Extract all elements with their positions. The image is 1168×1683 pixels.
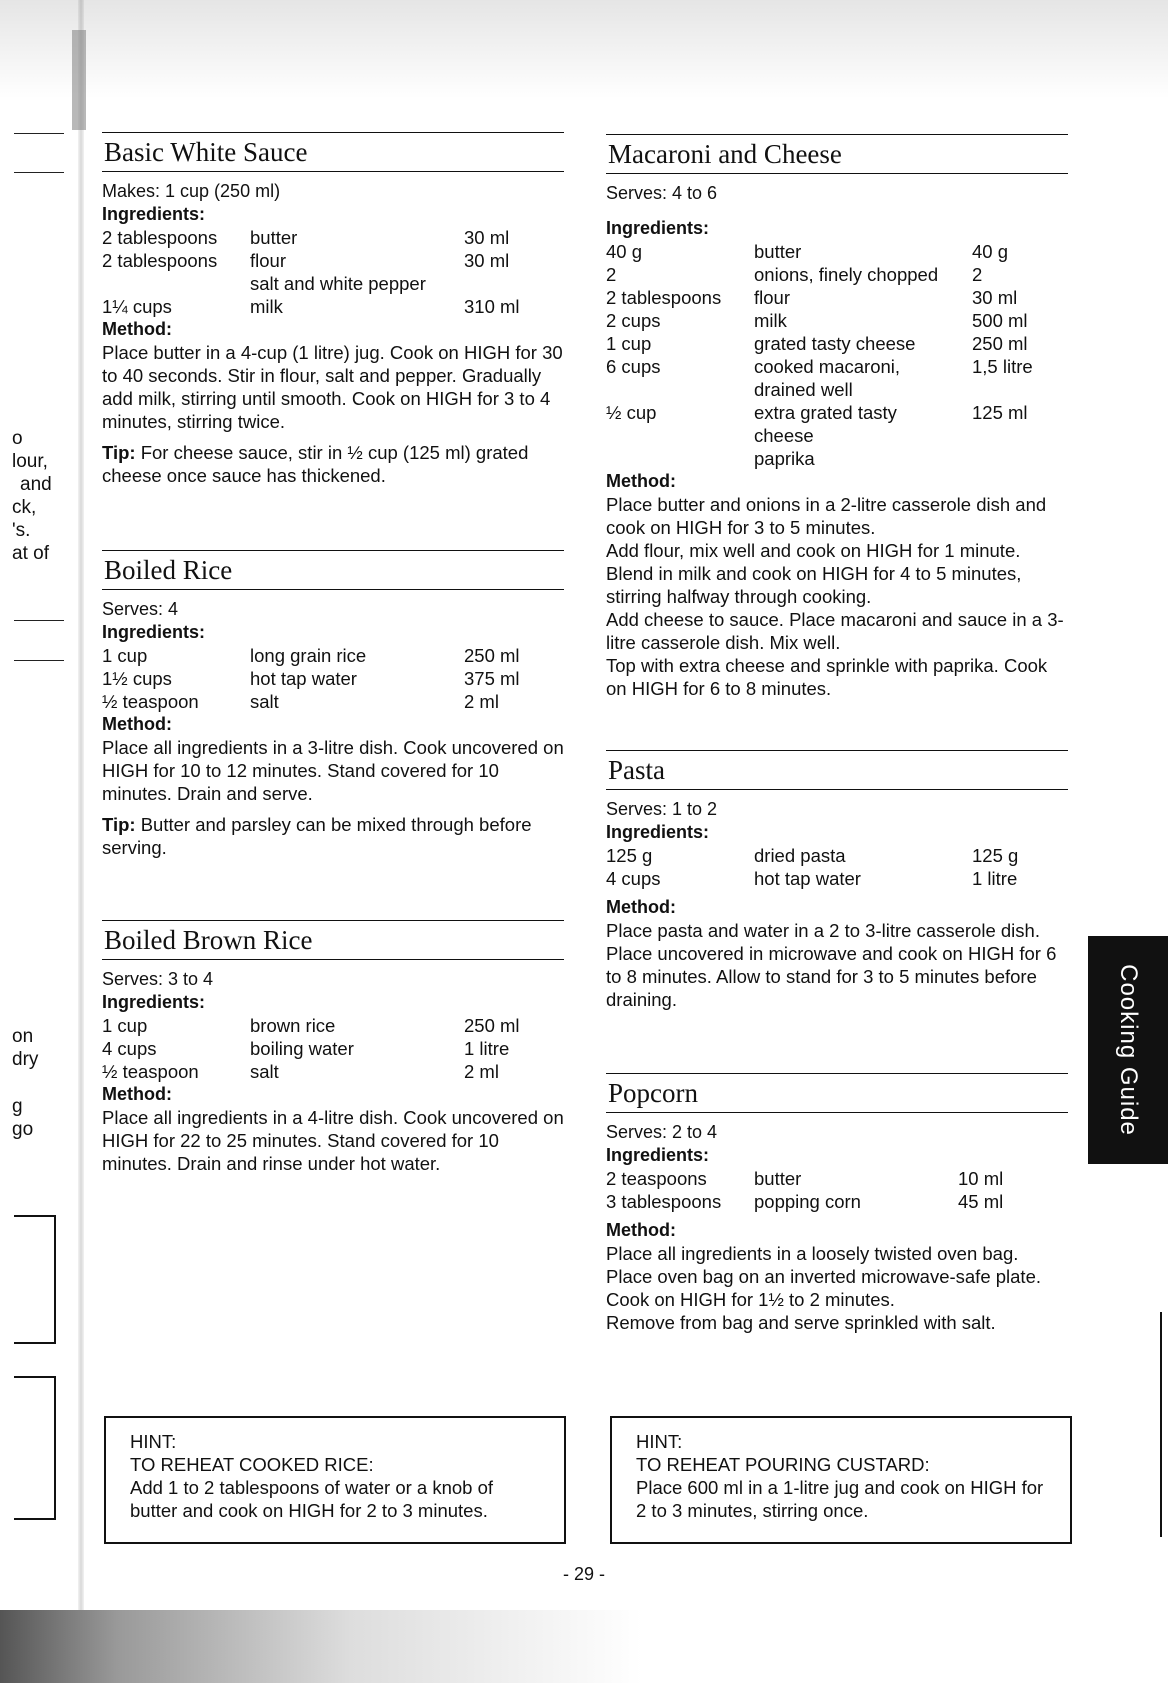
ingredient-row — [102, 1037, 564, 1060]
ingredient-metric: 310 ml — [464, 296, 520, 317]
ingredients-label: Ingredients: — [606, 822, 710, 842]
ingredient-metric: 250 ml — [464, 1015, 520, 1036]
ingredient-name: popping corn — [754, 1191, 861, 1212]
method-text: Place all ingredients in a loosely twisted oven bag. — [606, 1243, 1019, 1264]
margin-fragment: at of — [12, 543, 49, 564]
ingredient-metric: 2 — [972, 264, 983, 285]
section-tab — [1088, 936, 1168, 1164]
ingredient-name: milk — [250, 296, 283, 317]
ingredients-label: Ingredients: — [102, 992, 206, 1012]
ingredient-qty: 1 cup — [102, 1015, 148, 1036]
recipe-title: Basic White Sauce — [102, 133, 564, 172]
ingredient-qty: 2 tablespoons — [102, 250, 218, 271]
ingredient-name: butter — [754, 241, 802, 262]
ingredients-list — [606, 240, 1068, 470]
method-label: Method: — [102, 319, 172, 339]
ingredient-row — [606, 263, 1068, 286]
ingredient-qty: 2 cups — [606, 310, 661, 331]
ingredient-name: long grain rice — [250, 645, 367, 666]
ingredient-qty: 3 tablespoons — [606, 1191, 722, 1212]
ingredient-metric: 375 ml — [464, 668, 520, 689]
ingredient-qty: 1½ cups — [102, 668, 172, 689]
recipe-yield: Makes: 1 cup (250 ml) — [102, 181, 281, 201]
margin-fragment: dry — [12, 1049, 39, 1070]
recipe-yield: Serves: 4 to 6 — [606, 183, 718, 203]
ingredient-name: extra grated tasty cheese — [754, 402, 897, 446]
ingredient-metric: 30 ml — [464, 227, 510, 248]
scan-shadow-top — [0, 0, 1168, 110]
recipe-boiled-rice — [102, 550, 564, 859]
ingredient-metric: 40 g — [972, 241, 1009, 262]
ingredient-row — [102, 1060, 564, 1083]
hint-subtitle: TO REHEAT COOKED RICE: — [130, 1454, 374, 1475]
recipe-title: Macaroni and Cheese — [606, 135, 1068, 174]
ingredient-row — [102, 272, 564, 295]
ingredient-row — [606, 401, 1068, 447]
ingredient-qty: 125 g — [606, 845, 653, 866]
margin-fragment: o — [12, 428, 23, 449]
method-text: Blend in milk and cook on HIGH for 4 to 5 minutes, stirring halfway through cooking. — [606, 563, 1022, 607]
method-text: Place oven bag on an inverted microwave-safe plate. — [606, 1266, 1042, 1287]
ingredients-list — [102, 226, 564, 318]
hint-label: HINT: — [130, 1431, 177, 1452]
ingredient-name: paprika — [754, 448, 815, 469]
method-text: Top with extra cheese and sprinkle with paprika. Cook on HIGH for 6 to 8 minutes. — [606, 655, 1048, 699]
ingredient-row — [606, 1190, 1068, 1213]
ingredient-row — [102, 249, 564, 272]
ingredient-name: butter — [754, 1168, 802, 1189]
ingredient-qty: ½ teaspoon — [102, 691, 199, 712]
method-label: Method: — [102, 714, 172, 734]
ingredient-qty: 40 g — [606, 241, 643, 262]
ingredient-metric: 500 ml — [972, 310, 1028, 331]
method-label: Method: — [102, 1084, 172, 1104]
recipe-yield: Serves: 1 to 2 — [606, 799, 718, 819]
hint-text: Place 600 ml in a 1-litre jug and cook on HIGH for 2 to 3 minutes, stirring once. — [636, 1477, 1044, 1521]
ingredient-row — [102, 667, 564, 690]
ingredient-metric: 1 litre — [972, 868, 1018, 889]
hint-text: Add 1 to 2 tablespoons of water or a knob of butter and cook on HIGH for 2 to 3 minutes. — [130, 1477, 494, 1521]
margin-fragment: ck, — [12, 497, 37, 518]
recipe-basic-white-sauce — [102, 132, 564, 487]
ingredient-metric: 30 ml — [972, 287, 1018, 308]
recipe-title: Pasta — [606, 751, 1068, 790]
ingredient-qty: 1 cup — [102, 645, 148, 666]
ingredients-label: Ingredients: — [102, 622, 206, 642]
hint-box-rice — [104, 1416, 566, 1544]
ingredient-name: grated tasty cheese — [754, 333, 916, 354]
ingredient-metric: 45 ml — [958, 1191, 1004, 1212]
ingredient-name: milk — [754, 310, 787, 331]
ingredients-list — [102, 1014, 564, 1083]
ingredients-list — [606, 844, 1068, 890]
tip — [102, 813, 564, 859]
recipe-yield: Serves: 2 to 4 — [606, 1122, 718, 1142]
method-label: Method: — [606, 471, 676, 491]
margin-fragment: 's. — [12, 520, 31, 541]
ingredient-qty: 6 cups — [606, 356, 661, 377]
ingredients-list — [606, 1167, 1068, 1213]
margin-fragment: on — [12, 1026, 34, 1047]
margin-fragment: lour, — [12, 451, 48, 472]
recipe-title: Boiled Brown Rice — [102, 921, 564, 960]
ingredient-name: salt — [250, 1061, 279, 1082]
ingredient-metric: 2 ml — [464, 1061, 499, 1082]
method-text: Place butter and onions in a 2-litre casserole dish and cook on HIGH for 3 to 5 minutes. — [606, 494, 1047, 538]
recipe-popcorn — [606, 1073, 1068, 1334]
ingredient-qty: 1 cup — [606, 333, 652, 354]
ingredient-metric: 125 g — [972, 845, 1019, 866]
ingredients-label: Ingredients: — [606, 218, 710, 238]
margin-bracket — [14, 1376, 56, 1520]
ingredient-row — [606, 447, 1068, 470]
ingredient-metric: 10 ml — [958, 1168, 1004, 1189]
ingredient-row — [102, 295, 564, 318]
ingredient-name: flour — [250, 250, 286, 271]
method-text: Place butter in a 4-cup (1 litre) jug. Cook on HIGH for 30 to 40 seconds. Stir in flour, salt and pepper. Gradually add milk, stirring until smooth. Cook on HIGH for 3 to 4 minutes, stirring twice. — [102, 342, 563, 432]
ingredient-metric: 2 ml — [464, 691, 499, 712]
ingredient-qty: 2 teaspoons — [606, 1168, 707, 1189]
method-text: Remove from bag and serve sprinkled with salt. — [606, 1312, 996, 1333]
ingredient-qty: 2 tablespoons — [102, 227, 218, 248]
method-text: Cook on HIGH for 1½ to 2 minutes. — [606, 1289, 895, 1310]
ingredient-row — [606, 867, 1068, 890]
ingredient-qty: ½ cup — [606, 402, 657, 423]
recipe-macaroni-and-cheese — [606, 134, 1068, 700]
ingredient-row — [606, 844, 1068, 867]
method-text: Place all ingredients in a 4-litre dish. Cook uncovered on HIGH for 22 to 25 minutes. Stand covered for 10 minutes. Drain and rinse under hot water. — [102, 1107, 564, 1174]
ingredient-row — [606, 1167, 1068, 1190]
recipe-title: Popcorn — [606, 1074, 1068, 1113]
ingredient-row — [606, 240, 1068, 263]
ingredient-row — [102, 644, 564, 667]
ingredients-label: Ingredients: — [102, 204, 206, 224]
ingredient-row — [606, 332, 1068, 355]
ingredient-qty: 4 cups — [606, 868, 661, 889]
tip — [102, 441, 564, 487]
ingredient-row — [102, 690, 564, 713]
ingredients-list — [102, 644, 564, 713]
ingredient-name: dried pasta — [754, 845, 846, 866]
margin-fragment: go — [12, 1119, 34, 1140]
ingredient-qty: 4 cups — [102, 1038, 157, 1059]
tip-label: Tip: — [102, 442, 136, 463]
ingredient-name: butter — [250, 227, 298, 248]
ingredient-row — [102, 226, 564, 249]
recipe-yield: Serves: 3 to 4 — [102, 969, 214, 989]
ingredient-qty: 1¼ cups — [102, 296, 172, 317]
ingredient-name: salt and white pepper — [250, 273, 426, 294]
ingredient-metric: 1 litre — [464, 1038, 510, 1059]
hint-box-custard — [610, 1416, 1072, 1544]
ingredient-qty: ½ teaspoon — [102, 1061, 199, 1082]
ingredient-metric: 125 ml — [972, 402, 1028, 423]
recipe-yield: Serves: 4 — [102, 599, 179, 619]
margin-bracket — [14, 1215, 56, 1344]
recipe-pasta — [606, 750, 1068, 1011]
ingredient-qty: 2 — [606, 264, 617, 285]
method-text: Add flour, mix well and cook on HIGH for 1 minute. — [606, 540, 1021, 561]
ingredient-name: brown rice — [250, 1015, 336, 1036]
ingredient-metric: 30 ml — [464, 250, 510, 271]
hint-label: HINT: — [636, 1431, 683, 1452]
ingredient-name: cooked macaroni, drained well — [754, 356, 901, 400]
ingredient-name: hot tap water — [754, 868, 861, 889]
ingredient-row — [606, 286, 1068, 309]
scan-shadow-bottom — [0, 1610, 1168, 1683]
page-spine-shadow — [78, 0, 84, 1683]
tip-label: Tip: — [102, 814, 136, 835]
recipe-boiled-brown-rice — [102, 920, 564, 1175]
tip-text: Butter and parsley can be mixed through before serving. — [102, 814, 532, 858]
method-text: Place pasta and water in a 2 to 3-litre casserole dish. Place uncovered in microwave and cook on HIGH for 6 to 8 minutes. Allow to stand for 3 to 5 minutes before draining. — [606, 920, 1057, 1010]
spine-mark — [72, 30, 86, 130]
ingredient-name: salt — [250, 691, 279, 712]
tip-text: For cheese sauce, stir in ½ cup (125 ml) grated cheese once sauce has thickened. — [102, 442, 529, 486]
edge-mark — [1160, 1312, 1162, 1537]
ingredient-name: boiling water — [250, 1038, 354, 1059]
ingredient-name: flour — [754, 287, 790, 308]
hint-subtitle: TO REHEAT POURING CUSTARD: — [636, 1454, 930, 1475]
recipe-title: Boiled Rice — [102, 551, 564, 590]
ingredient-metric: 1,5 litre — [972, 356, 1033, 377]
method-label: Method: — [606, 897, 676, 917]
margin-fragment: and — [20, 474, 52, 495]
ingredient-row — [102, 1014, 564, 1037]
ingredients-label: Ingredients: — [606, 1145, 710, 1165]
method-label: Method: — [606, 1220, 676, 1240]
ingredient-qty: 2 tablespoons — [606, 287, 722, 308]
page-number: - 29 - — [562, 1564, 605, 1584]
margin-fragment: g — [12, 1096, 23, 1117]
method-text: Add cheese to sauce. Place macaroni and sauce in a 3-litre casserole dish. Mix well. — [606, 609, 1064, 653]
ingredient-name: hot tap water — [250, 668, 357, 689]
ingredient-metric: 250 ml — [464, 645, 520, 666]
section-tab-label: Cooking Guide — [1115, 964, 1142, 1136]
ingredient-name: onions, finely chopped — [754, 264, 939, 285]
method-text: Place all ingredients in a 3-litre dish. Cook uncovered on HIGH for 10 to 12 minutes. Stand covered for 10 minutes. Drain and serve. — [102, 737, 564, 804]
ingredient-row — [606, 355, 1068, 401]
ingredient-row — [606, 309, 1068, 332]
ingredient-metric: 250 ml — [972, 333, 1028, 354]
